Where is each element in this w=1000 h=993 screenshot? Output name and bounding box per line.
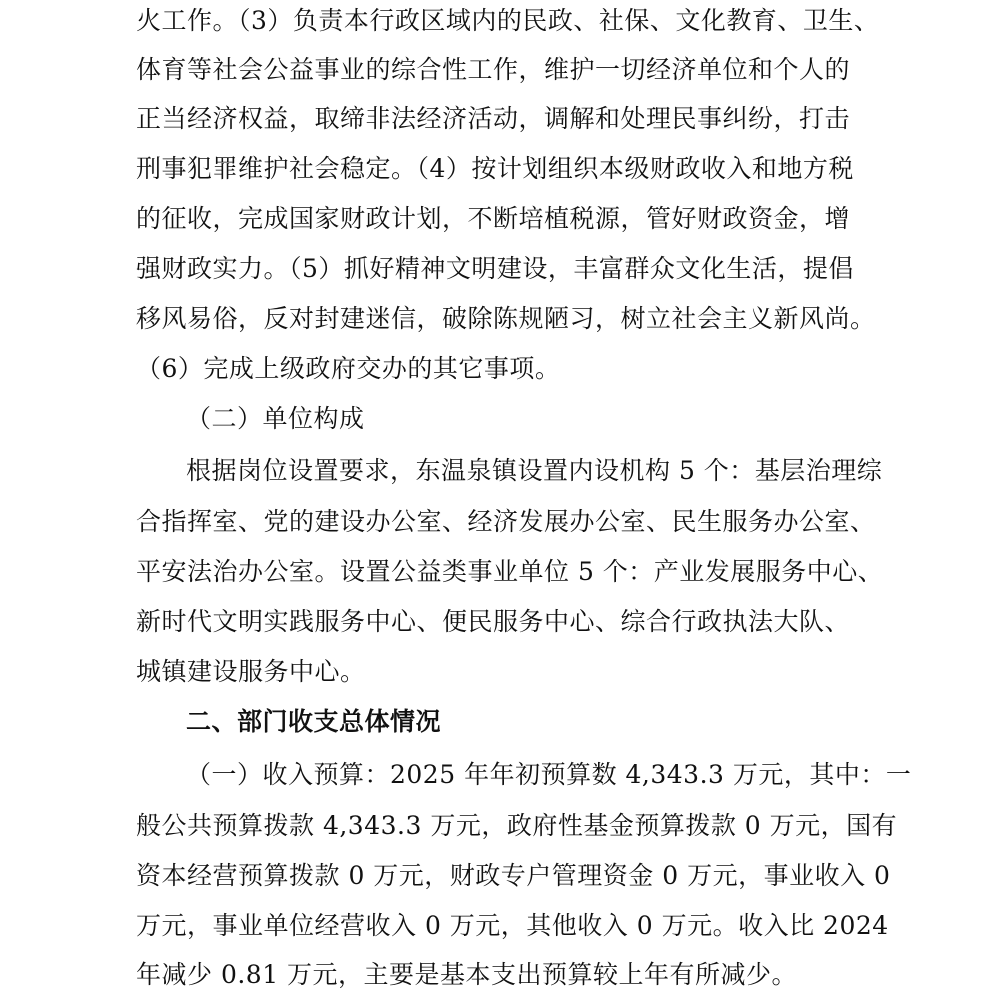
- paragraph-line-17: 万元，事业单位经营收入 0 万元，其他收入 0 万元。收入比 2024: [136, 911, 889, 940]
- paragraph-line-4: 刑事犯罪维护社会稳定。（4）按计划组织本级财政收入和地方税: [136, 154, 854, 183]
- paragraph-line-9: 根据岗位设置要求，东温泉镇设置内设机构 5 个：基层治理综: [186, 456, 883, 485]
- paragraph-line-16: 资本经营预算拨款 0 万元，财政专户管理资金 0 万元，事业收入 0: [136, 861, 891, 890]
- section-heading-unit-composition: （二）单位构成: [186, 404, 365, 433]
- paragraph-line-5: 的征收，完成国家财政计划，不断培植税源，管好财政资金，增: [136, 204, 851, 233]
- paragraph-line-10: 合指挥室、党的建设办公室、经济发展办公室、民生服务办公室、: [136, 507, 876, 536]
- paragraph-line-8: （6）完成上级政府交办的其它事项。: [136, 354, 561, 383]
- paragraph-line-18: 年减少 0.81 万元，主要是基本支出预算较上年有所减少。: [136, 960, 798, 989]
- paragraph-line-15: 般公共预算拨款 4,343.3 万元，政府性基金预算拨款 0 万元，国有: [136, 811, 898, 840]
- section-heading-budget-overview: 二、部门收支总体情况: [186, 707, 442, 736]
- paragraph-line-6: 强财政实力。（5）抓好精神文明建设，丰富群众文化生活，提倡: [136, 254, 854, 283]
- paragraph-line-2: 体育等社会公益事业的综合性工作，维护一切经济单位和个人的: [136, 55, 851, 84]
- paragraph-line-11: 平安法治办公室。设置公益类事业单位 5 个：产业发展服务中心、: [136, 557, 884, 586]
- paragraph-line-3: 正当经济权益，取缔非法经济活动，调解和处理民事纠纷，打击: [136, 104, 851, 133]
- paragraph-line-7: 移风易俗，反对封建迷信，破除陈规陋习，树立社会主义新风尚。: [136, 304, 876, 333]
- paragraph-line-12: 新时代文明实践服务中心、便民服务中心、综合行政执法大队、: [136, 607, 851, 636]
- paragraph-line-1: 火工作。（3）负责本行政区域内的民政、社保、文化教育、卫生、: [136, 6, 880, 35]
- paragraph-line-14: （一）收入预算：2025 年年初预算数 4,343.3 万元，其中：一: [186, 760, 912, 789]
- paragraph-line-13: 城镇建设服务中心。: [136, 657, 366, 686]
